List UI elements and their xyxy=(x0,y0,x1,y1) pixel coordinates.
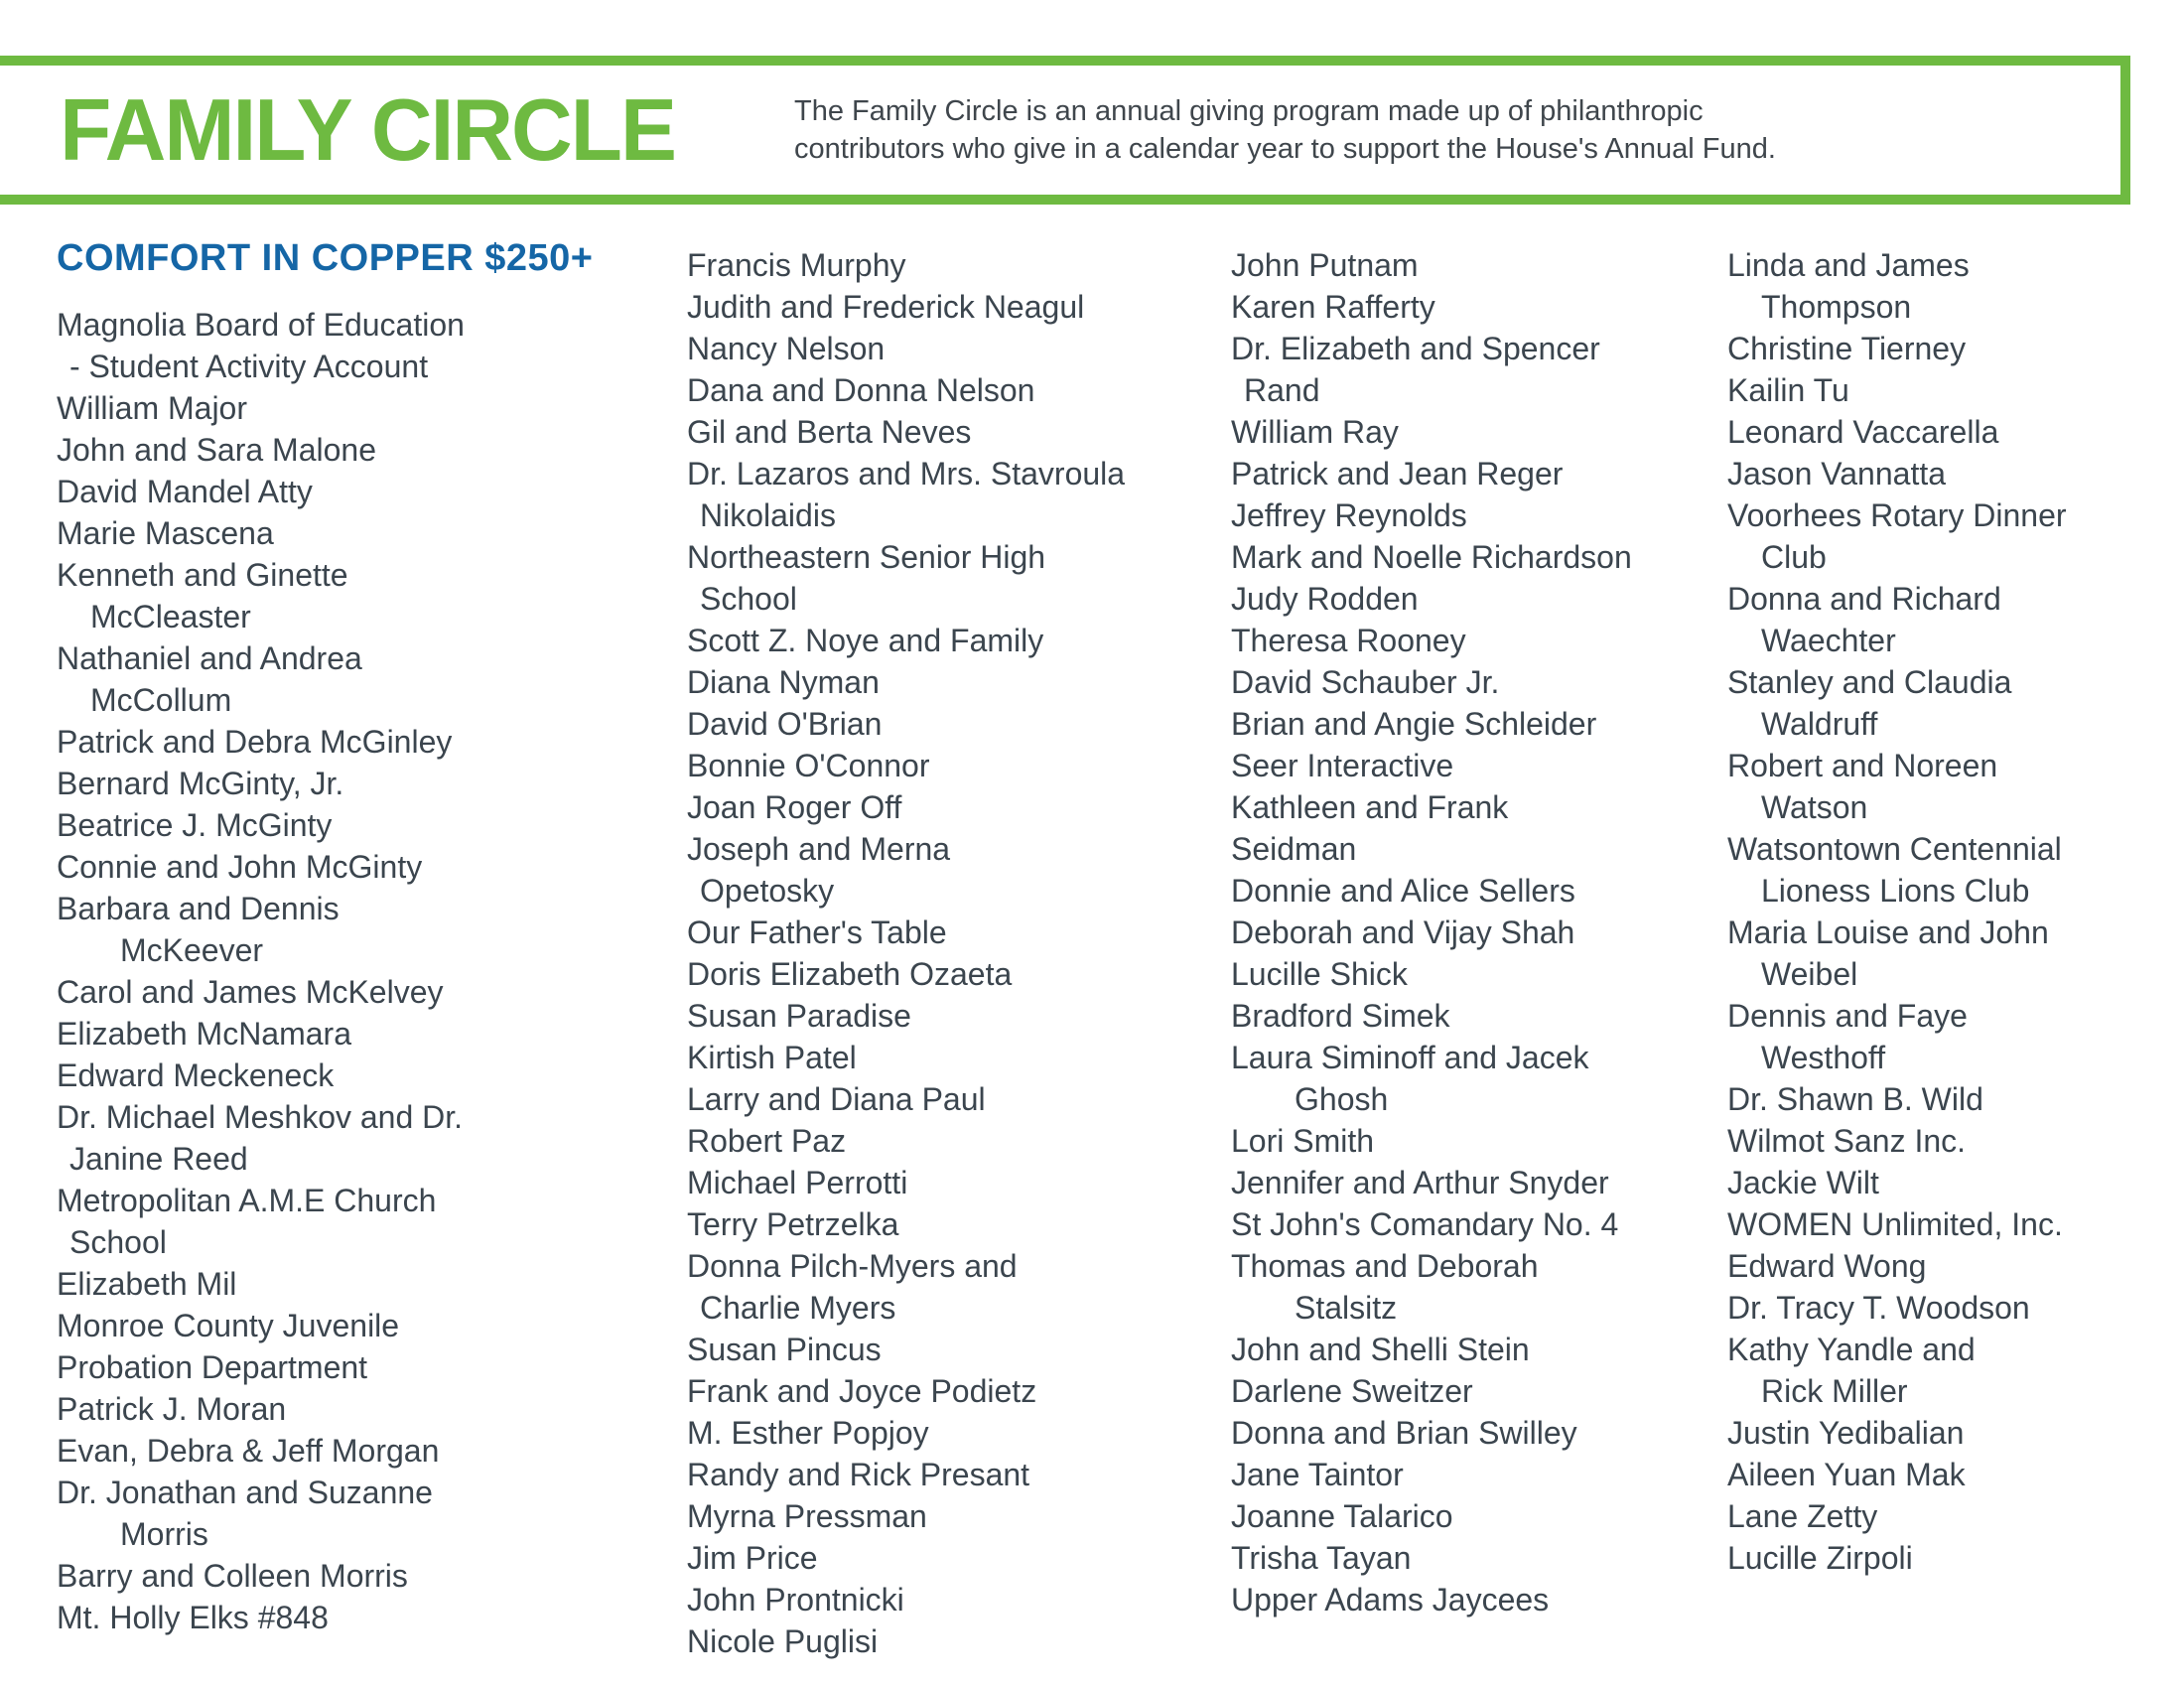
donor-name: Trisha Tayan xyxy=(1231,1540,1412,1576)
donor-name: Frank and Joyce Podietz xyxy=(687,1373,1037,1409)
donor-name: Karen Rafferty xyxy=(1231,289,1435,325)
donor-name: Aileen Yuan Mak xyxy=(1727,1457,1966,1492)
donor-name: Maria Louise and John xyxy=(1727,914,2049,950)
donor-name: Barry and Colleen Morris xyxy=(57,1558,408,1594)
donor-name: Diana Nyman xyxy=(687,664,880,700)
donor-name: Northeastern Senior High xyxy=(687,539,1046,575)
donor-name: Seer Interactive xyxy=(1231,748,1454,783)
donor-list-1 xyxy=(57,304,692,1638)
donor-name: Christine Tierney xyxy=(1727,331,1967,366)
donor-name: Waechter xyxy=(1761,623,1896,658)
donor-name: Scott Z. Noye and Family xyxy=(687,623,1044,658)
donor-name: Rick Miller xyxy=(1761,1373,1908,1409)
donor-name: Dana and Donna Nelson xyxy=(687,372,1035,408)
donor-name: Leonard Vaccarella xyxy=(1727,414,1999,450)
program-description xyxy=(794,92,2085,168)
donor-name: Larry and Diana Paul xyxy=(687,1081,986,1117)
donor-name: Francis Murphy xyxy=(687,247,906,283)
donor-name: Edward Wong xyxy=(1727,1248,1927,1284)
donor-name: Robert Paz xyxy=(687,1123,847,1159)
donor-name: Metropolitan A.M.E Church xyxy=(57,1183,437,1218)
donor-name: Jim Price xyxy=(687,1540,818,1576)
donor-name: School xyxy=(700,581,797,617)
donor-column-4 xyxy=(1727,244,2184,1579)
donor-name: - Student Activity Account xyxy=(69,349,429,384)
donor-name: Nikolaidis xyxy=(700,497,836,533)
donor-name: Joan Roger Off xyxy=(687,789,902,825)
donor-name: Justin Yedibalian xyxy=(1727,1415,1965,1451)
donor-name: Bradford Simek xyxy=(1231,998,1450,1034)
donor-name: Nathaniel and Andrea xyxy=(57,640,362,676)
page-title: FAMILY CIRCLE xyxy=(60,80,675,179)
donor-name: St John's Comandary No. 4 xyxy=(1231,1206,1619,1242)
donor-name: WOMEN Unlimited, Inc. xyxy=(1727,1206,2063,1242)
donor-name: School xyxy=(69,1224,167,1260)
donor-name: William Major xyxy=(57,390,247,426)
donor-name: Dr. Lazaros and Mrs. Stavroula xyxy=(687,456,1126,492)
donor-name: Joanne Talarico xyxy=(1231,1498,1453,1534)
donor-name: Rand xyxy=(1244,372,1320,408)
donor-name: Elizabeth McNamara xyxy=(57,1016,351,1052)
donor-name: Club xyxy=(1761,539,1827,575)
donor-name: Lioness Lions Club xyxy=(1761,873,2030,909)
donor-name: M. Esther Popjoy xyxy=(687,1415,929,1451)
donor-name: Nicole Puglisi xyxy=(687,1623,879,1659)
donor-name: Susan Paradise xyxy=(687,998,911,1034)
donor-name: Lori Smith xyxy=(1231,1123,1375,1159)
donor-name: Robert and Noreen xyxy=(1727,748,1998,783)
donor-name: Mark and Noelle Richardson xyxy=(1231,539,1632,575)
donor-name: Darlene Sweitzer xyxy=(1231,1373,1473,1409)
donor-name: McCollum xyxy=(90,682,232,718)
donor-name: McCleaster xyxy=(90,599,251,634)
donor-name: Seidman xyxy=(1231,831,1357,867)
donor-name: Jeffrey Reynolds xyxy=(1231,497,1467,533)
donor-name: Donna Pilch-Myers and xyxy=(687,1248,1018,1284)
donor-name: Kathy Yandle and xyxy=(1727,1332,1976,1367)
donor-name: Theresa Rooney xyxy=(1231,623,1466,658)
donor-name: Linda and James xyxy=(1727,247,1970,283)
donor-name: Jason Vannatta xyxy=(1727,456,1947,492)
donor-name: Mt. Holly Elks #848 xyxy=(57,1600,329,1635)
donor-name: Connie and John McGinty xyxy=(57,849,423,885)
donor-name: Janine Reed xyxy=(69,1141,248,1177)
donor-name: Voorhees Rotary Dinner xyxy=(1727,497,2067,533)
donor-name: Westhoff xyxy=(1761,1040,1886,1075)
donor-name: Terry Petrzelka xyxy=(687,1206,899,1242)
header-banner xyxy=(0,56,2130,205)
donor-name: William Ray xyxy=(1231,414,1399,450)
donor-name: Watson xyxy=(1761,789,1868,825)
donor-name: David O'Brian xyxy=(687,706,883,742)
donor-name: John and Shelli Stein xyxy=(1231,1332,1530,1367)
donor-name: John Putnam xyxy=(1231,247,1419,283)
donor-name: Myrna Pressman xyxy=(687,1498,927,1534)
donor-name: Magnolia Board of Education xyxy=(57,307,465,343)
donor-name: Dennis and Faye xyxy=(1727,998,1968,1034)
donor-name: Jackie Wilt xyxy=(1727,1165,1879,1200)
donor-name: Donna and Brian Swilley xyxy=(1231,1415,1577,1451)
donor-name: Our Father's Table xyxy=(687,914,947,950)
donor-list-4 xyxy=(1727,244,2184,1579)
donor-name: Marie Mascena xyxy=(57,515,274,551)
donor-name: Morris xyxy=(120,1516,208,1552)
donor-name: Monroe County Juvenile xyxy=(57,1308,400,1343)
donor-name: Dr. Elizabeth and Spencer xyxy=(1231,331,1600,366)
donor-name: Kailin Tu xyxy=(1727,372,1849,408)
donor-name: Stalsitz xyxy=(1295,1290,1398,1326)
donor-name: Brian and Angie Schleider xyxy=(1231,706,1597,742)
donor-name: Dr. Michael Meshkov and Dr. xyxy=(57,1099,464,1135)
donor-name: Lucille Zirpoli xyxy=(1727,1540,1913,1576)
donor-name: Beatrice J. McGinty xyxy=(57,807,333,843)
donor-name: Patrick and Debra McGinley xyxy=(57,724,453,760)
donor-name: Deborah and Vijay Shah xyxy=(1231,914,1575,950)
donor-name: Carol and James McKelvey xyxy=(57,974,444,1010)
program-description-line: contributors who give in a calendar year to support the House's Annual Fund. xyxy=(794,133,1776,165)
donor-name: Dr. Tracy T. Woodson xyxy=(1727,1290,2030,1326)
donor-name: Bonnie O'Connor xyxy=(687,748,930,783)
donor-name: Kirtish Patel xyxy=(687,1040,857,1075)
donor-name: Stanley and Claudia xyxy=(1727,664,2012,700)
donor-name: Joseph and Merna xyxy=(687,831,951,867)
donor-name: Thomas and Deborah xyxy=(1231,1248,1539,1284)
program-description-line: The Family Circle is an annual giving program made up of philanthropic xyxy=(794,95,1704,127)
donor-name: Patrick and Jean Reger xyxy=(1231,456,1564,492)
donor-name: Charlie Myers xyxy=(700,1290,896,1326)
donor-name: Kenneth and Ginette xyxy=(57,557,348,593)
donor-name: Judy Rodden xyxy=(1231,581,1419,617)
donor-name: David Schauber Jr. xyxy=(1231,664,1500,700)
donor-column-3 xyxy=(1231,244,1727,1620)
donor-name: Donnie and Alice Sellers xyxy=(1231,873,1575,909)
donor-name: Lucille Shick xyxy=(1231,956,1408,992)
donor-list-2 xyxy=(687,244,1228,1662)
donor-name: Elizabeth Mil xyxy=(57,1266,237,1302)
donor-name: Bernard McGinty, Jr. xyxy=(57,766,344,801)
donor-name: John Prontnicki xyxy=(687,1582,904,1618)
donor-name: Lane Zetty xyxy=(1727,1498,1878,1534)
donor-name: Michael Perrotti xyxy=(687,1165,908,1200)
donor-name: Watsontown Centennial xyxy=(1727,831,2062,867)
donor-name: John and Sara Malone xyxy=(57,432,376,468)
donor-name: Randy and Rick Presant xyxy=(687,1457,1030,1492)
donor-name: Waldruff xyxy=(1761,706,1878,742)
donor-name: Gil and Berta Neves xyxy=(687,414,972,450)
donor-name: Laura Siminoff and Jacek xyxy=(1231,1040,1589,1075)
donor-list-3 xyxy=(1231,244,1727,1620)
donor-name: McKeever xyxy=(120,932,264,968)
donor-name: Susan Pincus xyxy=(687,1332,882,1367)
donor-name: Kathleen and Frank xyxy=(1231,789,1509,825)
donor-name: Doris Elizabeth Ozaeta xyxy=(687,956,1013,992)
donor-name: Ghosh xyxy=(1295,1081,1389,1117)
donor-name: Evan, Debra & Jeff Morgan xyxy=(57,1433,440,1469)
donor-name: Barbara and Dennis xyxy=(57,891,340,926)
donor-name: Dr. Jonathan and Suzanne xyxy=(57,1475,433,1510)
donor-name: Edward Meckeneck xyxy=(57,1057,335,1093)
donor-name: Nancy Nelson xyxy=(687,331,886,366)
donor-column-2 xyxy=(687,244,1228,1662)
donor-name: Weibel xyxy=(1761,956,1858,992)
donor-name: Jennifer and Arthur Snyder xyxy=(1231,1165,1609,1200)
donor-name: Judith and Frederick Neagul xyxy=(687,289,1085,325)
donor-name: Upper Adams Jaycees xyxy=(1231,1582,1550,1618)
donor-name: David Mandel Atty xyxy=(57,474,313,509)
donor-name: Dr. Shawn B. Wild xyxy=(1727,1081,1983,1117)
donor-name: Donna and Richard xyxy=(1727,581,2001,617)
donor-name: Wilmot Sanz Inc. xyxy=(1727,1123,1967,1159)
donor-name: Probation Department xyxy=(57,1349,368,1385)
giving-level-heading: COMFORT IN COPPER $250+ xyxy=(57,237,594,279)
donor-name: Patrick J. Moran xyxy=(57,1391,287,1427)
donor-name: Jane Taintor xyxy=(1231,1457,1404,1492)
donor-name: Thompson xyxy=(1761,289,1912,325)
donor-name: Opetosky xyxy=(700,873,835,909)
donor-column-1 xyxy=(57,234,692,1638)
